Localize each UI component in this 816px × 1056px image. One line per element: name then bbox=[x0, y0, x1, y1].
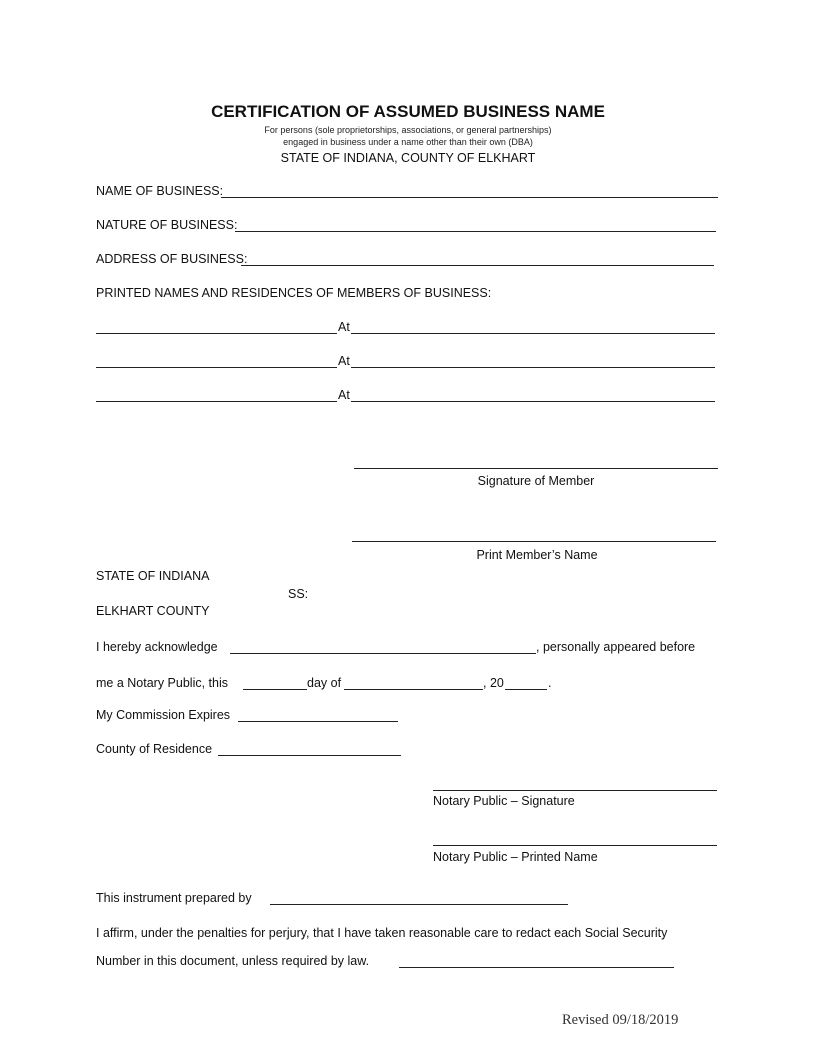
commission-expires-label: My Commission Expires bbox=[96, 708, 231, 722]
prepared-by-field[interactable] bbox=[270, 904, 568, 905]
commission-expires-field[interactable] bbox=[238, 721, 398, 722]
form-subtitle-line1: For persons (sole proprietorships, associations, or general partnerships) bbox=[264, 125, 552, 135]
period: . bbox=[548, 676, 552, 690]
at-label-1: At bbox=[338, 320, 350, 334]
day-of-label: day of bbox=[307, 676, 342, 690]
notary-signature-field[interactable] bbox=[433, 790, 717, 791]
name-of-business-label: NAME OF BUSINESS: bbox=[96, 184, 224, 198]
print-member-name-caption: Print Member’s Name bbox=[476, 548, 598, 562]
year-field[interactable] bbox=[505, 689, 547, 690]
member-name-field-2[interactable] bbox=[96, 367, 337, 368]
revised-date: Revised 09/18/2019 bbox=[562, 1012, 679, 1028]
month-field[interactable] bbox=[344, 689, 483, 690]
prepared-by-label: This instrument prepared by bbox=[96, 891, 252, 905]
address-of-business-field[interactable] bbox=[241, 265, 714, 266]
nature-of-business-label: NATURE OF BUSINESS: bbox=[96, 218, 238, 232]
address-of-business-label: ADDRESS OF BUSINESS: bbox=[96, 252, 248, 266]
ss-label: SS: bbox=[288, 587, 309, 601]
acknowledge-name-field[interactable] bbox=[230, 653, 536, 654]
county-of-residence-label: County of Residence bbox=[96, 742, 213, 756]
notary-signature-caption: Notary Public – Signature bbox=[433, 794, 575, 808]
affirmation-line1: I affirm, under the penalties for perjury, that I have taken reasonable care to redact each Social Security bbox=[96, 926, 668, 940]
acknowledge-suffix: , personally appeared before bbox=[536, 640, 696, 654]
elkhart-county-label: ELKHART COUNTY bbox=[96, 604, 210, 618]
day-field[interactable] bbox=[243, 689, 307, 690]
year-prefix: , 20 bbox=[483, 676, 504, 690]
members-heading: PRINTED NAMES AND RESIDENCES OF MEMBERS OF BUSINESS: bbox=[96, 286, 492, 300]
notary-line-prefix: me a Notary Public, this bbox=[96, 676, 228, 690]
notary-printed-name-field[interactable] bbox=[433, 845, 717, 846]
notary-printed-name-caption: Notary Public – Printed Name bbox=[433, 850, 598, 864]
jurisdiction-line: STATE OF INDIANA, COUNTY OF ELKHART bbox=[280, 151, 536, 165]
member-residence-field-1[interactable] bbox=[351, 333, 715, 334]
member-signature-field[interactable] bbox=[354, 468, 718, 469]
nature-of-business-field[interactable] bbox=[235, 231, 716, 232]
state-of-indiana-label: STATE OF INDIANA bbox=[96, 569, 210, 583]
member-name-field-1[interactable] bbox=[96, 333, 337, 334]
signature-of-member-caption: Signature of Member bbox=[477, 474, 595, 488]
form-subtitle-line2: engaged in business under a name other than their own (DBA) bbox=[283, 137, 533, 147]
member-print-name-field[interactable] bbox=[352, 541, 716, 542]
member-residence-field-2[interactable] bbox=[351, 367, 715, 368]
member-name-field-3[interactable] bbox=[96, 401, 337, 402]
acknowledge-prefix: I hereby acknowledge bbox=[96, 640, 218, 654]
name-of-business-field[interactable] bbox=[221, 197, 718, 198]
at-label-2: At bbox=[338, 354, 350, 368]
member-residence-field-3[interactable] bbox=[351, 401, 715, 402]
affirmation-signature-field[interactable] bbox=[399, 967, 674, 968]
county-of-residence-field[interactable] bbox=[218, 755, 401, 756]
at-label-3: At bbox=[338, 388, 350, 402]
affirmation-line2: Number in this document, unless required by law. bbox=[96, 954, 370, 968]
form-title: CERTIFICATION OF ASSUMED BUSINESS NAME bbox=[211, 102, 605, 121]
